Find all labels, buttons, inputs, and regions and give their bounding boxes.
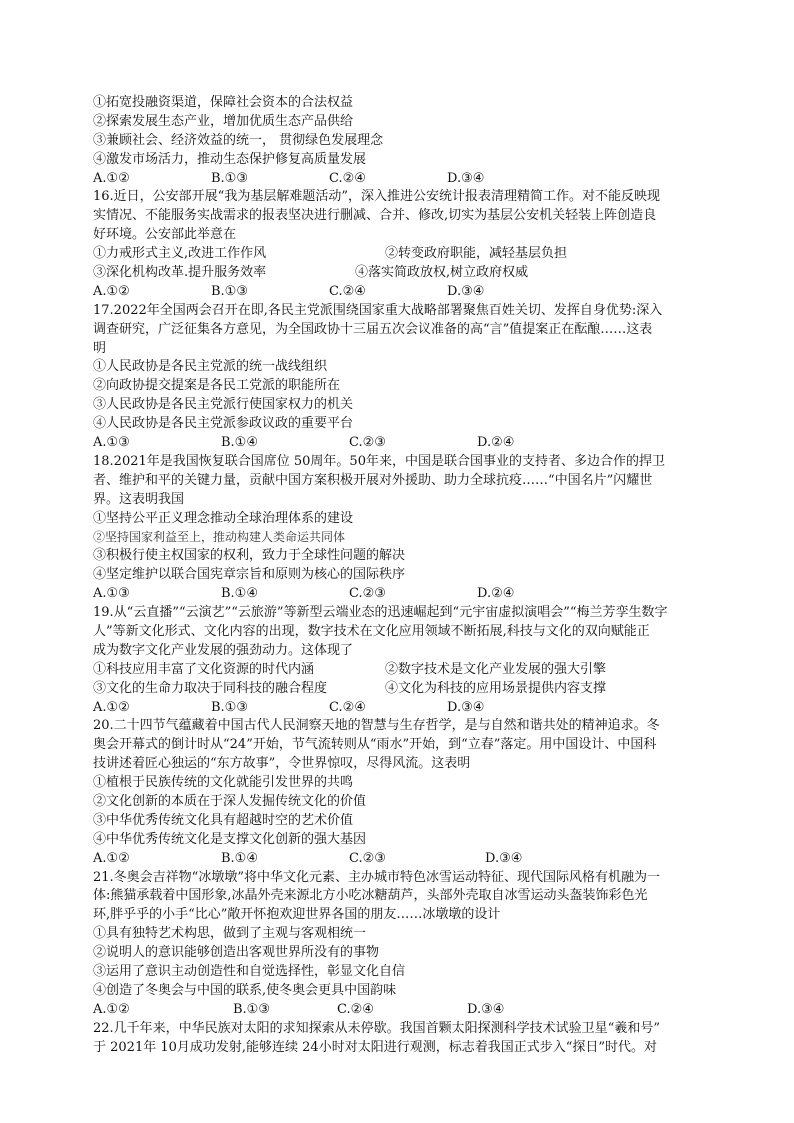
q16-items-row-1 xyxy=(93,245,719,264)
q21-stem-line-3: 环,胖乎乎的小手“比心”敞开怀抱欢迎世界各国的朋友……冰墩墩的设计 xyxy=(93,907,501,923)
q18-item-4: ④坚定维护以联合国宪章宗旨和原则为核心的国际秩序 xyxy=(93,567,406,583)
q16-option-c: C.②④ xyxy=(329,283,366,299)
q17-option-a: A.①③ xyxy=(93,435,130,451)
q16-option-d: D.③④ xyxy=(447,283,485,299)
q20-option-c: C.②③ xyxy=(349,850,386,866)
question-18 xyxy=(93,453,719,604)
question-19 xyxy=(93,604,719,717)
q17-item-1: ①人民政协是各民主党派的统一战线组织 xyxy=(93,359,328,375)
q17-options xyxy=(93,434,719,453)
q16-item-4: ④落实简政放权,树立政府权威 xyxy=(355,265,529,281)
question-17 xyxy=(93,302,719,453)
question-20 xyxy=(93,717,719,868)
question-21 xyxy=(93,869,719,1020)
question-15 xyxy=(93,94,719,188)
q20-option-d: D.③④ xyxy=(485,850,523,866)
q21-option-c: C.②④ xyxy=(337,1001,374,1017)
q19-stem-line-3: 成为数字文化产业发展的强劲动力。这体现了 xyxy=(93,642,354,658)
q16-items-row-2 xyxy=(93,264,719,283)
q19-items-row-2 xyxy=(93,680,719,699)
q16-option-a: A.①② xyxy=(93,283,130,299)
q17-stem-line-1: 17.2022年全国两会召开在即,各民主党派围绕国家重大战略部署聚焦百姓关切、发挥自身优势:深入 xyxy=(93,302,663,318)
q21-stem-line-1: 21.冬奥会吉祥物“冰墩墩”将中华文化元素、主办城市特色冰雪运动特征、现代国际风格有机融为一 xyxy=(93,869,660,885)
q19-item-3: ③文化的生命力取决于同科技的融合程度 xyxy=(93,680,328,696)
q19-option-b: B.①③ xyxy=(211,699,248,715)
q16-stem-line-3: 好环境。公安部此举意在 xyxy=(93,227,237,243)
q18-option-d: D.②④ xyxy=(477,586,515,602)
q18-item-2: ②坚持国家利益至上，推动构建人类命运共同体 xyxy=(93,530,346,545)
q19-stem-line-1: 19.从“云直播”“云演艺”“云旅游”等新型云端业态的迅速崛起到“元宇宙虚拟演唱会”“梅兰芳孪生数字 xyxy=(93,605,668,621)
q17-item-4: ④人民政协是各民主党派参政议政的重要平台 xyxy=(93,416,354,432)
q20-item-4: ④中华优秀传统文化是支撑文化创新的强大基因 xyxy=(93,831,367,847)
q18-item-1: ①坚持公平正义理念推动全球治理体系的建设 xyxy=(93,510,354,526)
q21-option-b: B.①③ xyxy=(233,1001,270,1017)
q21-item-1: ①具有独特艺术构思，做到了主观与客观相统一 xyxy=(93,926,367,942)
q15-option-a: A.①② xyxy=(93,170,130,186)
q19-option-c: C.②④ xyxy=(329,699,366,715)
q18-stem-line-3: 界。这表明我国 xyxy=(93,491,185,507)
q16-item-2: ②转变政府职能，减轻基层负担 xyxy=(385,246,568,262)
q19-items-row-1 xyxy=(93,661,719,680)
q20-options xyxy=(93,850,719,869)
q21-stem-line-2: 体:熊猫承载着中国形象,冰晶外壳来源北方小吃冰糖葫芦，头部外壳取自冰雪运动头盔装饰彩色光 xyxy=(93,888,648,904)
q16-stem-line-1: 16.近日，公安部开展“我为基层解难题活动”，深入推进公安统计报表清理精简工作。对不能反映现 xyxy=(93,189,660,205)
q21-item-4: ④创造了冬奥会与中国的联系,使冬奥会更具中国韵味 xyxy=(93,982,397,998)
q19-item-2: ②数字技术是文化产业发展的强大引擎 xyxy=(385,661,607,677)
q15-options xyxy=(93,170,719,189)
q16-item-3: ③深化机构改革.提升服务效率 xyxy=(93,265,267,281)
q17-option-c: C.②③ xyxy=(349,435,386,451)
q20-option-b: B.①④ xyxy=(221,850,258,866)
q15-item-4: ④激发市场活力，推动生态保护修复高质量发展 xyxy=(93,151,367,167)
q15-option-d: D.③④ xyxy=(447,170,485,186)
q17-item-3: ③人民政协是各民主党派行使国家权力的机关 xyxy=(93,397,354,413)
q20-option-a: A.①② xyxy=(93,850,130,866)
q18-stem-line-1: 18.2021年是我国恢复联合国席位 50周年。50年来，中国是联合国事业的支持者、多边合作的捍卫 xyxy=(93,453,665,469)
q19-option-a: A.①② xyxy=(93,699,130,715)
q15-item-2: ②探索发展生态产业，增加优质生态产品供给 xyxy=(93,113,354,129)
q19-item-4: ④文化为科技的应用场景提供内容支撑 xyxy=(385,680,607,696)
q21-options xyxy=(93,1001,719,1020)
q18-options xyxy=(93,585,719,604)
q18-option-b: B.①④ xyxy=(221,586,258,602)
question-16 xyxy=(93,188,719,301)
q21-option-d: D.③④ xyxy=(467,1001,505,1017)
q21-item-3: ③运用了意识主动创造性和自觉选择性，彰显文化自信 xyxy=(93,963,406,979)
q16-stem-line-2: 实情况、不能服务实战需求的报表坚决进行删减、合并、修改,切实为基层公安机关轻装上阵创造良 xyxy=(93,208,657,224)
q20-item-1: ①植根于民族传统的文化就能引发世界的共鸣 xyxy=(93,775,354,791)
q15-option-c: C.②④ xyxy=(329,170,366,186)
q21-option-a: A.①② xyxy=(93,1001,130,1017)
q18-stem-line-2: 者、维护和平的关键力量，贡献中国方案积极开展对外援助、助力全球抗疫……“中国名片”闪耀世 xyxy=(93,472,653,488)
q22-stem-line-1: 22.几千年来，中华民族对太阳的求知探索从未停歇。我国首颗太阳探测科学技术试验卫星“羲和号” xyxy=(93,1020,660,1036)
question-22 xyxy=(93,1020,719,1058)
exam-page xyxy=(93,94,719,1057)
q18-item-3: ③积极行使主权国家的权利，致力于全球性问题的解决 xyxy=(93,548,406,564)
q19-option-d: D.③④ xyxy=(447,699,485,715)
q19-options xyxy=(93,699,719,718)
q15-item-1: ①拓宽投融资渠道，保障社会资本的合法权益 xyxy=(93,95,354,110)
q20-stem-line-2: 奥会开幕式的倒计时从“24”开始，节气流转则从“雨水”开始，到“立春”落定。用中国设计、中国科 xyxy=(93,737,657,753)
q20-item-2: ②文化创新的本质在于深人发掘传统文化的价值 xyxy=(93,793,367,809)
q17-item-2: ②向政协提交提案是各民工党派的职能所在 xyxy=(93,378,341,394)
q16-item-1: ①力戒形式主义,改进工作作风 xyxy=(93,246,267,262)
q19-stem-line-2: 人”等新文化形式、文化内容的出现，数字技术在文化应用领域不断拓展,科技与文化的双向赋能正 xyxy=(93,623,650,639)
q17-option-d: D.②④ xyxy=(477,435,515,451)
q15-option-b: B.①③ xyxy=(211,170,248,186)
q22-stem-line-2: 于 2021年 10月成功发射,能够连续 24小时对太阳进行观测，标志着我国正式步入“探日”时代。对 xyxy=(93,1039,657,1055)
q17-stem-line-3: 明 xyxy=(93,340,107,356)
q16-option-b: B.①③ xyxy=(211,283,248,299)
q16-options xyxy=(93,283,719,302)
q20-stem-line-3: 技讲述着匠心独运的“东方故事”，令世界惊叹，尽得风流。这表明 xyxy=(93,756,471,772)
q17-stem-line-2: 调查研究，广泛征集各方意见，为全国政协十三届五次会议准备的高“言”值提案正在酝酿……这表 xyxy=(93,321,653,337)
q18-option-c: C.②③ xyxy=(349,586,386,602)
q21-item-2: ②说明人的意识能够创造出客观世界所没有的事物 xyxy=(93,945,380,961)
q18-option-a: A.①③ xyxy=(93,586,130,602)
q20-item-3: ③中华优秀传统文化具有超越时空的艺术价值 xyxy=(93,812,354,828)
q20-stem-line-1: 20.二十四节气蕴藏着中国古代人民洞察天地的智慧与生存哲学，是与自然和谐共处的精神追求。冬 xyxy=(93,718,660,734)
q15-item-3: ③兼顾社会、经济效益的统一， 贯彻绿色发展理念 xyxy=(93,132,384,148)
q17-option-b: B.①④ xyxy=(221,435,258,451)
q19-item-1: ①科技应用丰富了文化资源的时代内涵 xyxy=(93,661,315,677)
